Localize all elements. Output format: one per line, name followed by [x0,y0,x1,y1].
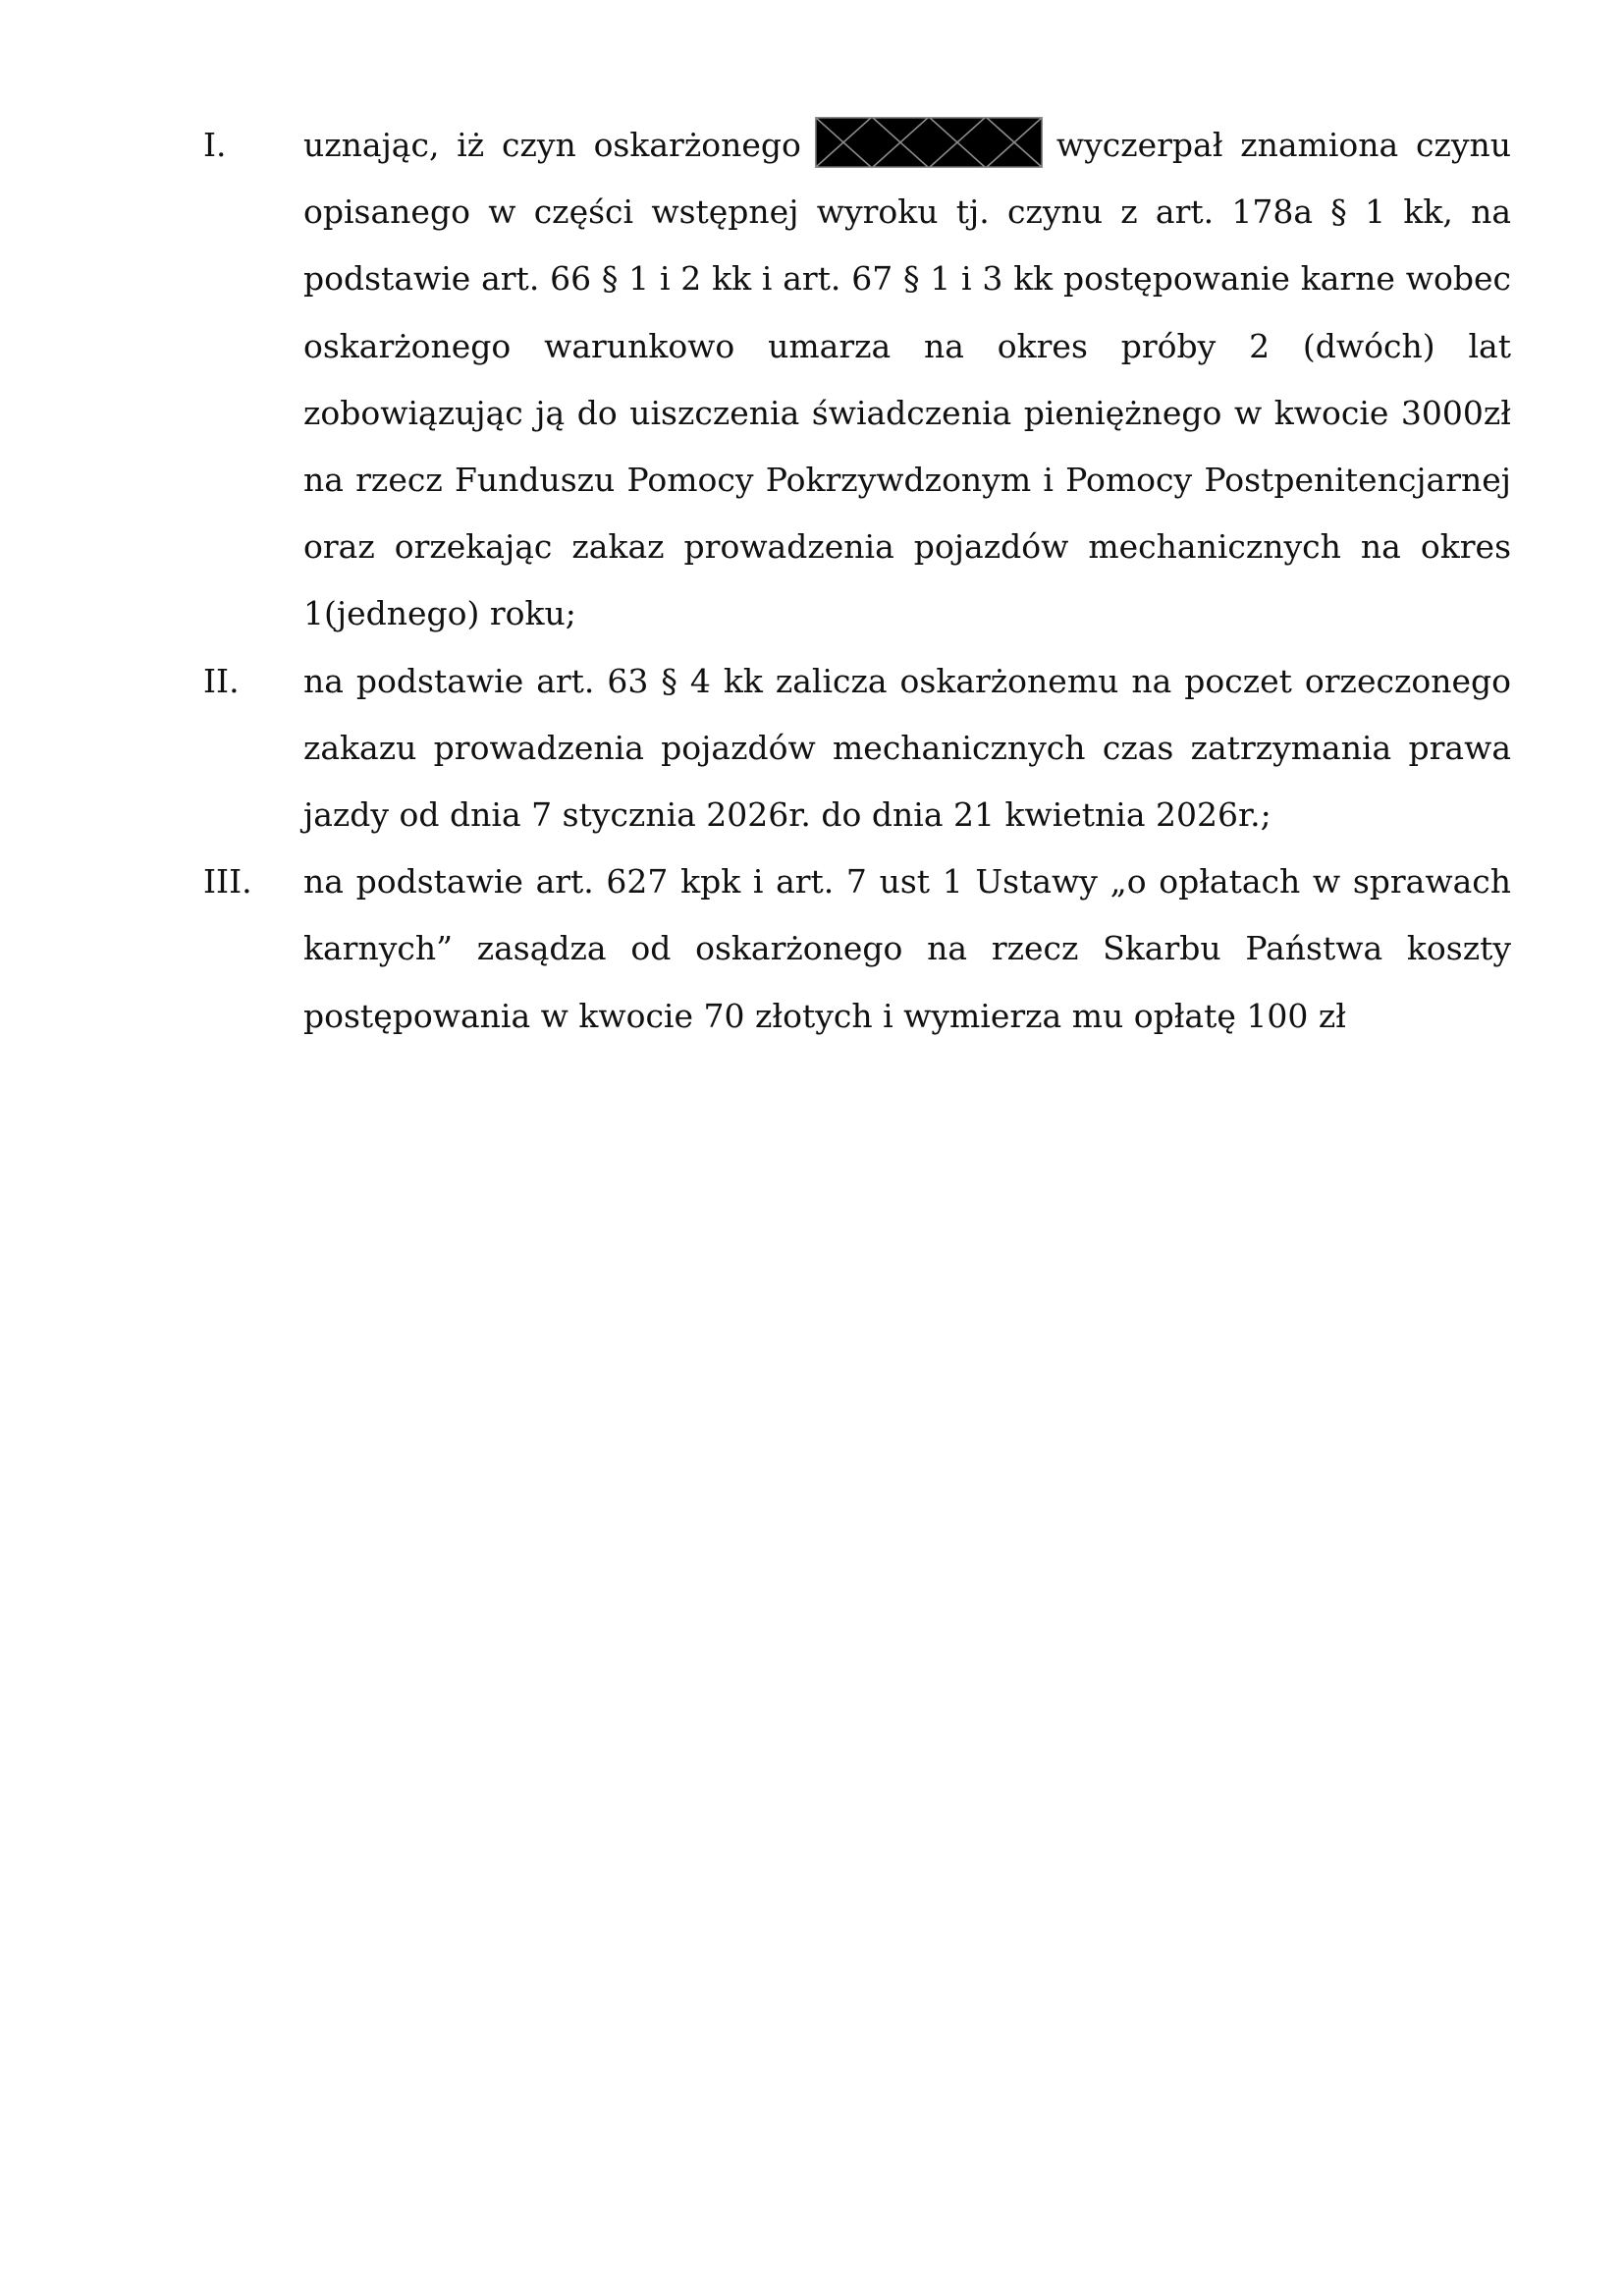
item-numeral: II. [203,661,240,700]
redaction-pattern-icon [815,117,1043,168]
item-text [303,112,1511,648]
item-numeral: I. [203,126,227,164]
item-text: na podstawie art. 627 kpk i art. 7 ust 1 Ustawy „o opłatach w sprawach karnych” zasądza od oskarżonego na rzecz Skarbu Państwa koszty postępowania w kwocie 70 złotych i wymierza mu opłatę 100 zł [303,862,1511,1035]
verdict-item-3 [203,848,1511,1050]
verdict-list [203,112,1511,1050]
item-text-after-redaction: wyczerpał znamiona czynu opisanego w części wstępnej wyroku tj. czynu z art. 178a § 1 kk, na podstawie art. 66 § 1 i 2 kk i art. 67 § 1 i 3 kk postępowanie karne wobec oskarżonego warunkowo umarza na okres próby 2 (dwóch) lat zobowiązując ją do uiszczenia świadczenia pieniężnego w kwocie 3000zł na rzecz Funduszu Pomocy Pokrzywdzonym i Pomocy Postpenitencjarnej oraz orzekając zakaz prowadzenia pojazdów mechanicznych na okres 1(jednego) roku; [303,126,1512,633]
item-numeral: III. [203,862,252,902]
verdict-item-1 [203,112,1511,648]
item-text: na podstawie art. 63 § 4 kk zalicza oskarżonemu na poczet orzeczonego zakazu prowadzenia pojazdów mechanicznych czas zatrzymania prawa jazdy od dnia 7 stycznia 2026r. do dnia 21 kwietnia 2026r.; [303,661,1511,835]
item-text-before-redaction: uznając, iż czyn oskarżonego [303,126,801,164]
verdict-item-2 [203,648,1511,849]
redaction-block [815,117,1043,168]
